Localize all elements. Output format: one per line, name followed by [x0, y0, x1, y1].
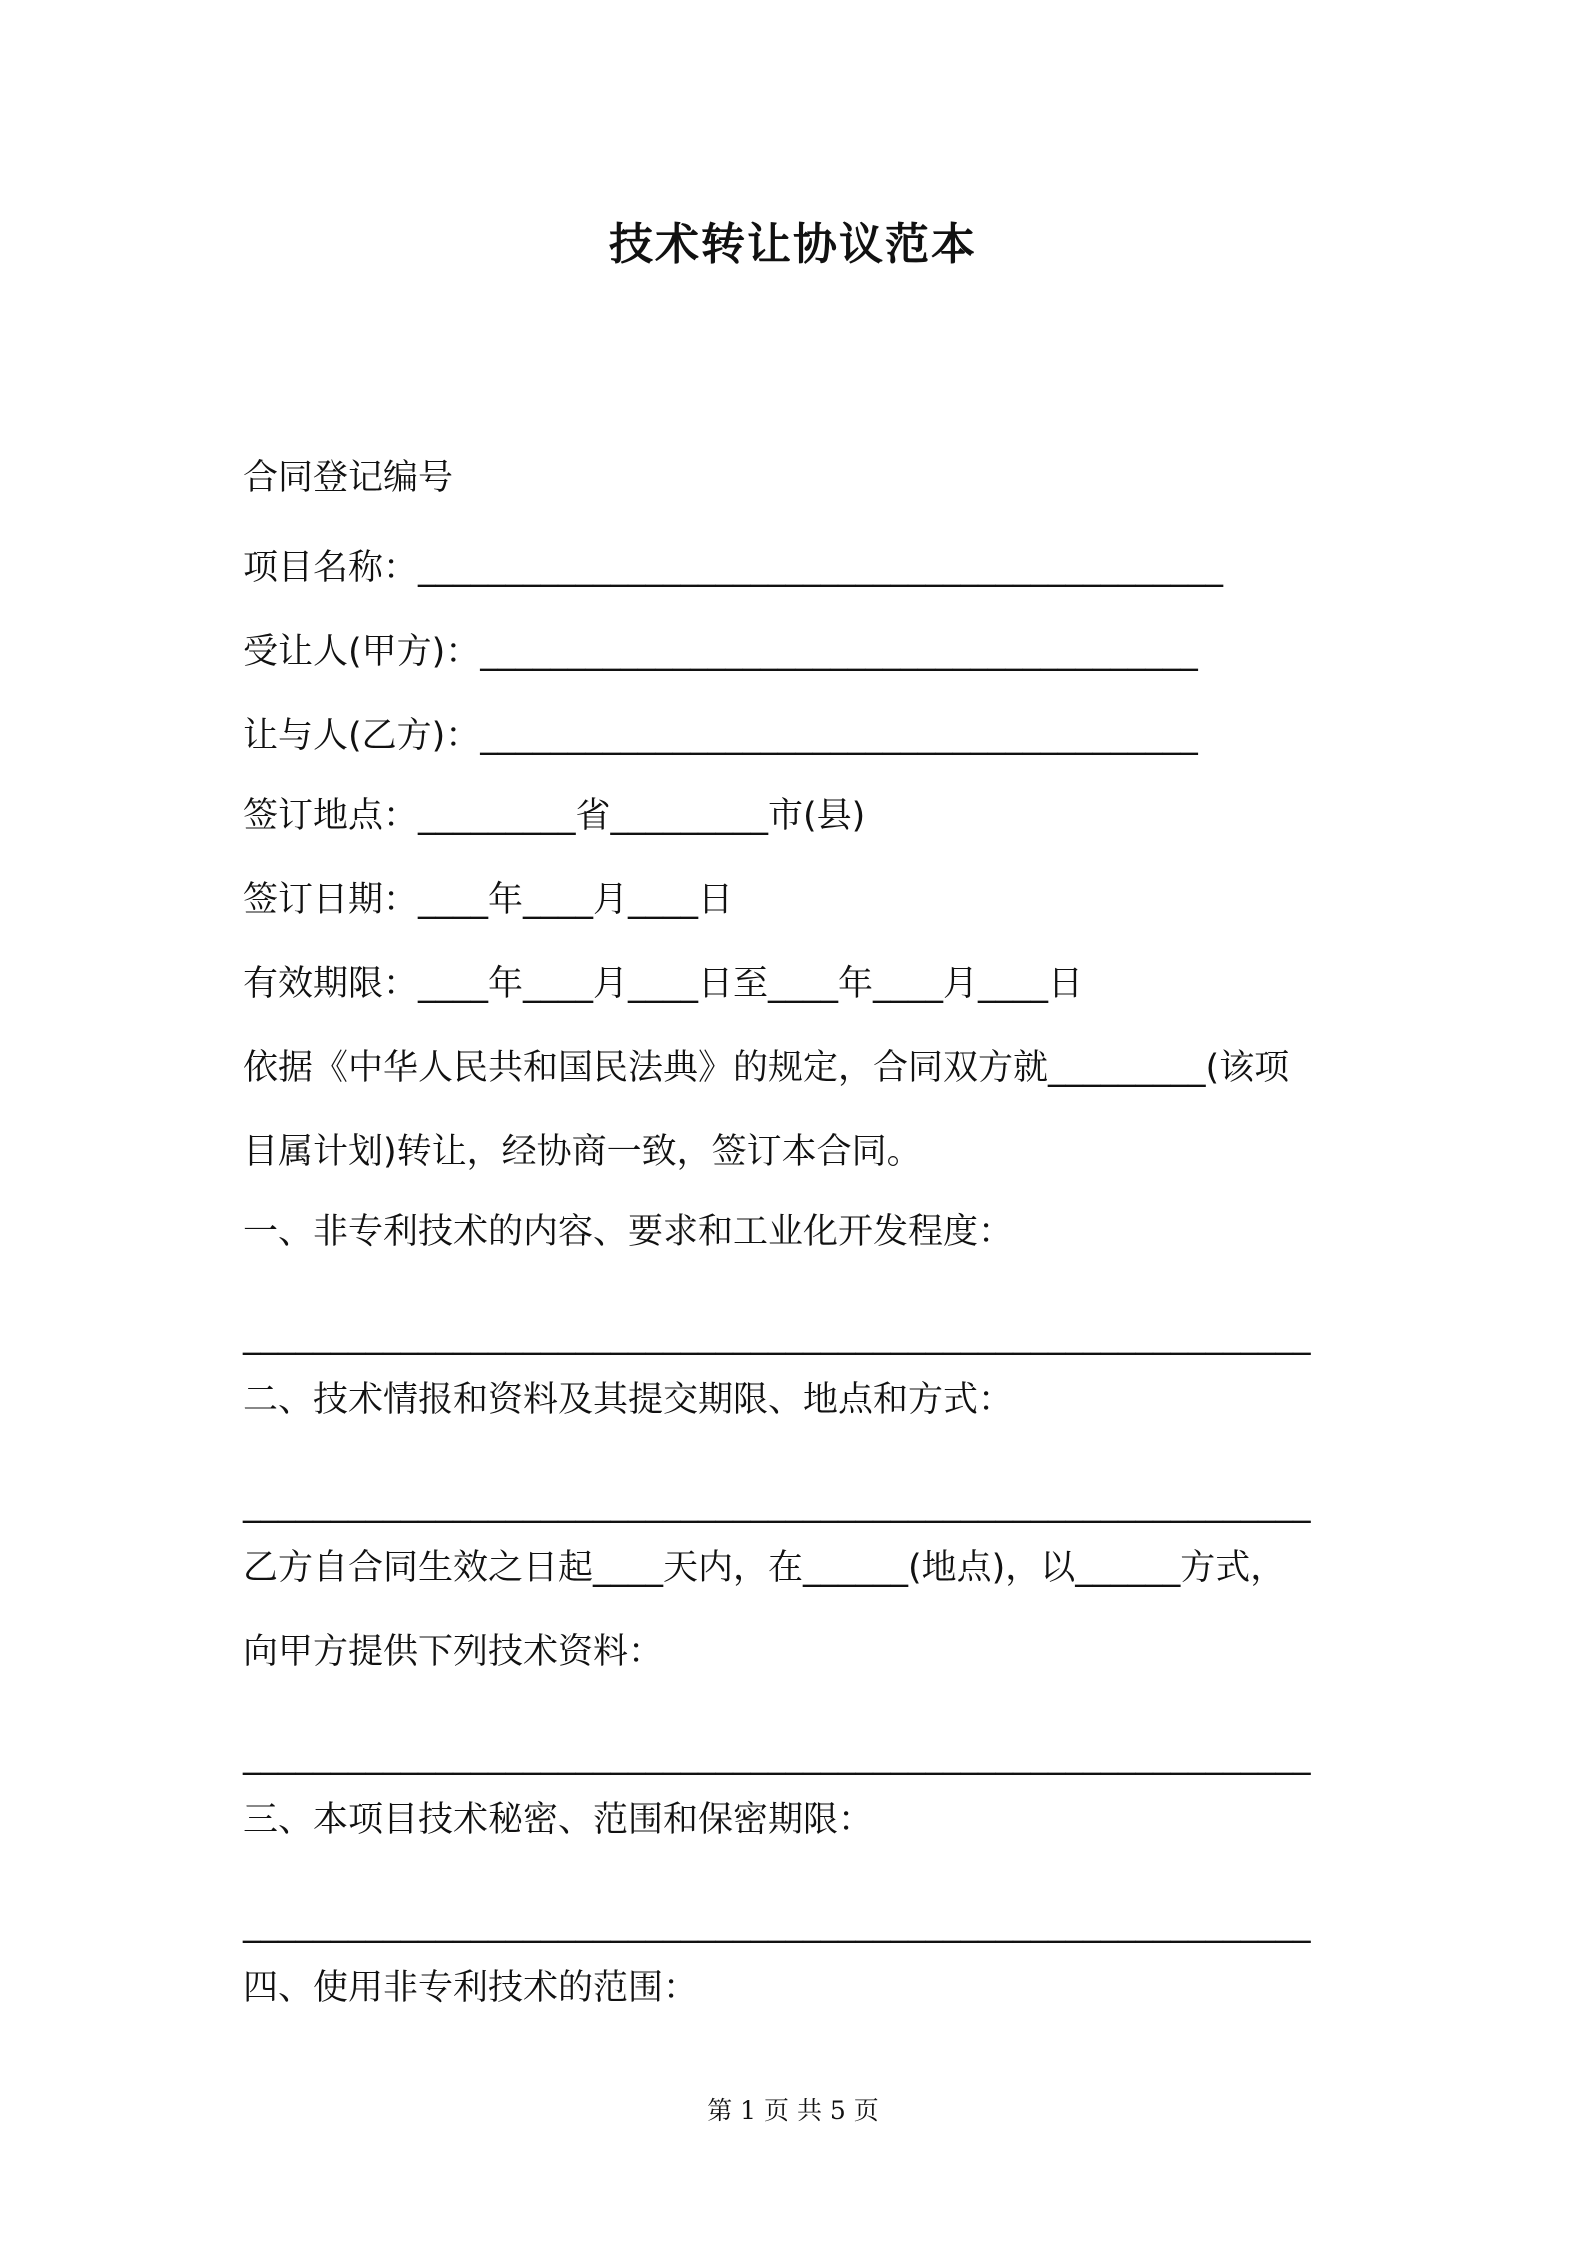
section-3-blank-line: _____________________________________________________________ — [243, 1904, 1311, 1944]
section-2-heading: 二、技术情报和资料及其提交期限、地点和方式： — [243, 1380, 1014, 1420]
preamble-line-1: 依据《中华人民共和国民法典》的规定，合同双方就_________(该项 — [243, 1048, 1290, 1088]
preamble-line-2: 目属计划)转让，经协商一致，签订本合同。 — [243, 1132, 922, 1172]
section-2-blank-line: _____________________________________________________________ — [243, 1484, 1311, 1524]
section-2-delivery-line-1: 乙方自合同生效之日起____天内，在______(地点)，以______方式， — [243, 1548, 1286, 1588]
section-4-heading: 四、使用非专利技术的范围： — [243, 1968, 699, 2008]
validity-period-field: 有效期限：____年____月____日至____年____月____日 — [243, 964, 1084, 1004]
signing-date-field: 签订日期：____年____月____日 — [243, 880, 734, 920]
section-1-heading: 一、非专利技术的内容、要求和工业化开发程度： — [243, 1212, 1014, 1252]
section-1-blank-line: _____________________________________________________________ — [243, 1316, 1311, 1356]
section-3-heading: 三、本项目技术秘密、范围和保密期限： — [243, 1800, 874, 1840]
document-title: 技术转让协议范本 — [609, 219, 977, 270]
section-2-materials-blank-line: _____________________________________________________________ — [243, 1736, 1311, 1776]
assignee-party-a-field: 受让人(甲方)：_________________________________________ — [243, 632, 1198, 672]
project-name-field: 项目名称：______________________________________________ — [243, 548, 1224, 588]
page-number-footer: 第 1 页 共 5 页 — [707, 2096, 879, 2125]
section-2-delivery-line-2: 向甲方提供下列技术资料： — [243, 1632, 664, 1672]
signing-place-field: 签订地点：_________省_________市(县) — [243, 796, 866, 836]
assignor-party-b-field: 让与人(乙方)：_________________________________________ — [243, 716, 1198, 756]
contract-registration-number: 合同登记编号 — [243, 458, 454, 498]
